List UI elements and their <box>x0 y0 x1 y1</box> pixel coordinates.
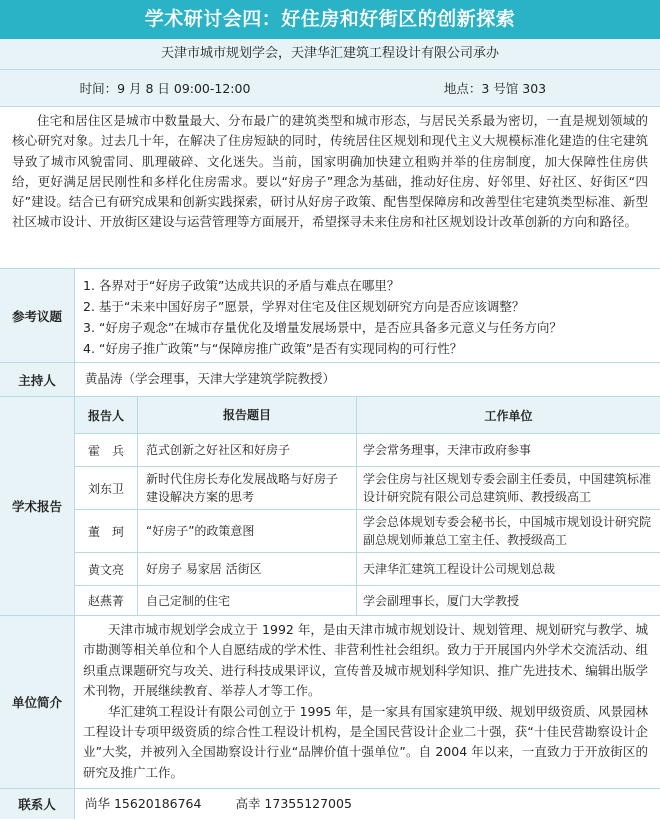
reports-table <box>75 397 660 616</box>
contact-person: 尚华 15620186764 <box>85 796 201 811</box>
topics-list <box>75 269 660 362</box>
report-topic: 好房子 易家居 活街区 <box>138 553 357 586</box>
speaker-org: 学会常务理事，天津市政府参事 <box>357 434 660 467</box>
report-topic: 新时代住房长寿化发展战略与好房子建设解决方案的思考 <box>138 467 357 510</box>
table-row <box>75 510 660 553</box>
topic-item: 3. “好房子观念”在城市存量优化及增量发展场景中，是否应具备多元意义与任务方向？ <box>83 317 652 338</box>
speaker-name: 霍 兵 <box>75 434 138 467</box>
topics-label: 参考议题 <box>0 269 75 362</box>
host-row <box>0 363 660 397</box>
reports-row <box>0 397 660 616</box>
topic-item: 1. 各界对于“好房子政策”达成共识的矛盾与难点在哪里？ <box>83 275 652 296</box>
page-title: 学术研讨会四：好住房和好街区的创新探索 <box>0 0 660 39</box>
topics-row <box>0 269 660 363</box>
speaker-name: 赵燕菁 <box>75 586 138 616</box>
unit-paragraph: 华汇建筑工程设计有限公司创立于 1995 年，是一家具有国家建筑甲级、规划甲级资质、风景园林工程设计专项甲级资质的综合性工程设计机构，是全国民营设计企业二十强，获“十佳民营勘察设计企业”大奖，并被列入全国勘察设计行业“品牌价值十强单位”。自 2004 年以来，一直致力于开放街区的研究及推广工作。 <box>83 702 648 784</box>
unit-description <box>75 616 660 788</box>
contact-row <box>0 789 660 819</box>
table-row <box>75 586 660 616</box>
time-place-row <box>0 70 660 107</box>
report-topic: 范式创新之好社区和好房子 <box>138 434 357 467</box>
topic-item: 4. “好房子推广政策”与“保障房推广政策”是否有实现同构的可行性？ <box>83 338 652 359</box>
col-header-org: 工作单位 <box>357 397 660 434</box>
event-time: 时间：9 月 8 日 09:00-12:00 <box>0 79 330 97</box>
table-header-row <box>75 397 660 434</box>
host-label: 主持人 <box>0 363 75 396</box>
topic-item: 2. 基于“未来中国好房子”愿景，学界对住宅及住区规划研究方向是否应该调整？ <box>83 296 652 317</box>
contact-label: 联系人 <box>0 789 75 819</box>
speaker-name: 黄文亮 <box>75 553 138 586</box>
organizer-line: 天津市城市规划学会，天津华汇建筑工程设计有限公司承办 <box>0 39 660 70</box>
table-row <box>75 467 660 510</box>
unit-paragraph: 天津市城市规划学会成立于 1992 年，是由天津市城市规划设计、规划管理、规划研究与教学、城市勘测等相关单位和个人自愿结成的学术性、非营利性社会组织。致力于开展国内外学术交流活动、组织重点课题研究与攻关、进行科技成果评议，宣传普及城市规划科学知识、推广先进技术、编辑出版学术刊物，开展继续教育、举荐人才等工作。 <box>83 620 648 702</box>
report-topic: “好房子”的政策意图 <box>138 510 357 553</box>
col-header-speaker: 报告人 <box>75 397 138 434</box>
speaker-org: 天津华汇建筑工程设计公司规划总裁 <box>357 553 660 586</box>
unit-row <box>0 616 660 789</box>
speaker-org: 学会住房与社区规划专委会副主任委员，中国建筑标准设计研究院有限公司总建筑师、教授级高工 <box>357 467 660 510</box>
contact-person: 高幸 17355127005 <box>235 796 351 811</box>
reports-table-wrap <box>75 397 660 615</box>
report-topic: 自己定制的住宅 <box>138 586 357 616</box>
host-value: 黄晶涛（学会理事，天津大学建筑学院教授） <box>75 363 660 396</box>
event-place: 地点：3 号馆 303 <box>330 79 660 97</box>
speaker-name: 刘东卫 <box>75 467 138 510</box>
intro-paragraph: 住宅和居住区是城市中数量最大、分布最广的建筑类型和城市形态，与居民关系最为密切，一直是规划领域的核心研究对象。过去几十年，在解决了住房短缺的同时，传统居住区规划和现代主义大规模标准化建造的住宅建筑导致了城市风貌雷同、肌理破碎、文化迷失。当前，国家明确加快建立租购并举的住房制度，加大保障性住房供给，更好满足居民刚性和多样化住房需求。要以“好房子”理念为基础，推动好住房、好邻里、好社区、好街区“四好”建设。结合已有研究成果和创新实践探索，研讨从好房子政策、配售型保障房和改善型住宅建筑类型标准、新型社区城市设计、开放街区建设与运营管理等方面展开，希望探寻未来住房和社区规划设计改革创新的方向和路径。 <box>0 107 660 269</box>
table-row <box>75 553 660 586</box>
speaker-org: 学会副理事长，厦门大学教授 <box>357 586 660 616</box>
reports-label: 学术报告 <box>0 397 75 615</box>
speaker-org: 学会总体规划专委会秘书长，中国城市规划设计研究院副总规划师兼总工室主任、教授级高工 <box>357 510 660 553</box>
unit-label: 单位简介 <box>0 616 75 788</box>
speaker-name: 董 珂 <box>75 510 138 553</box>
contact-values <box>75 789 660 819</box>
table-row <box>75 434 660 467</box>
col-header-topic: 报告题目 <box>138 397 357 434</box>
